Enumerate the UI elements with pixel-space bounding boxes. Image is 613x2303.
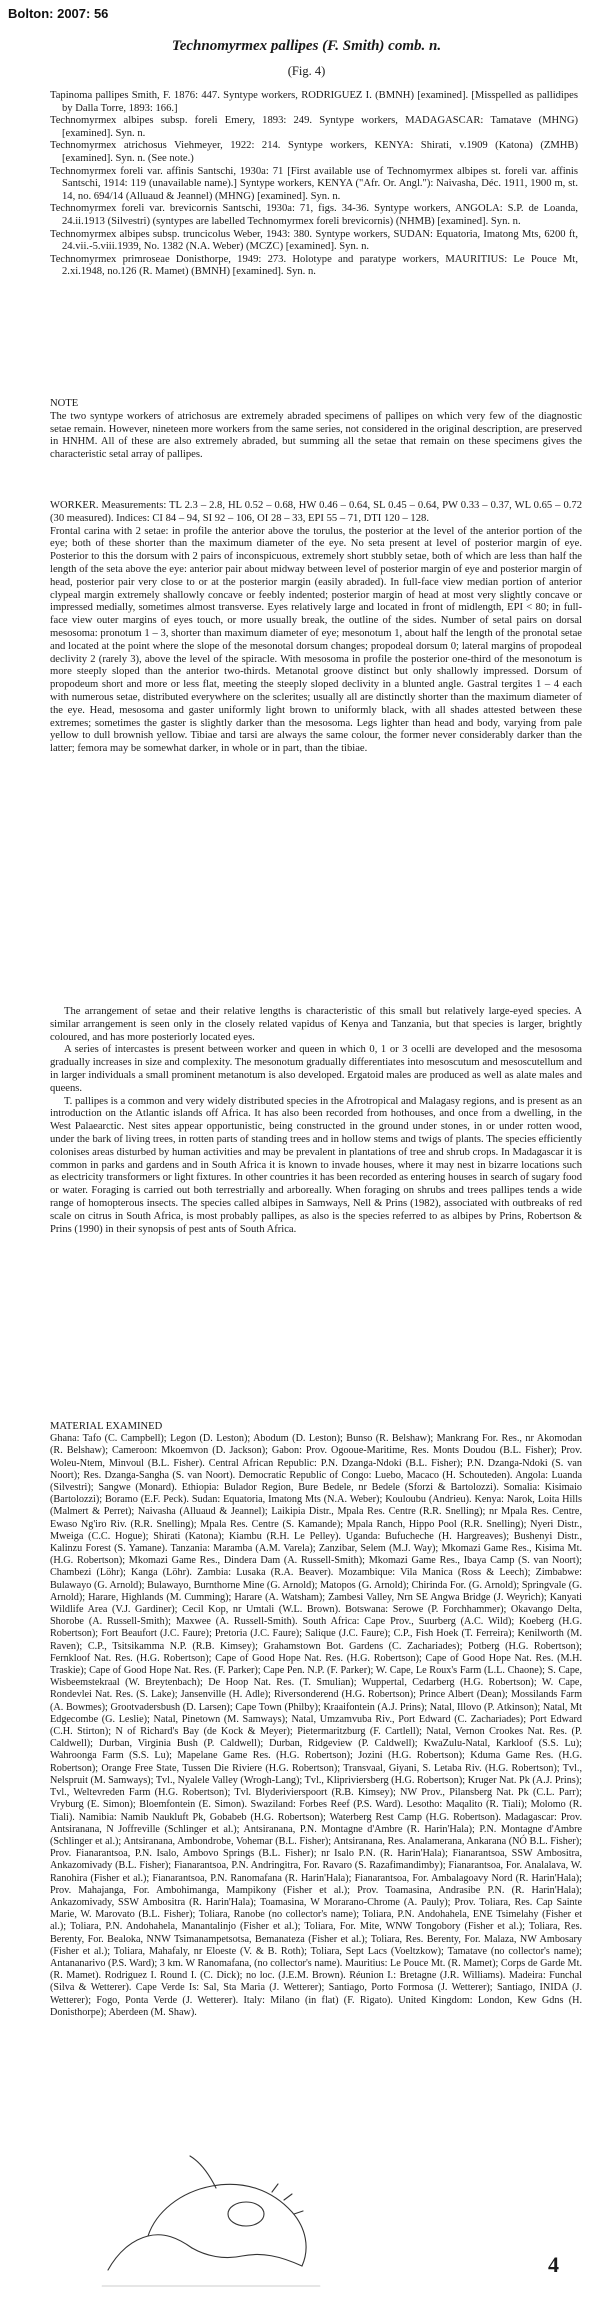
synonymy-entry: Technomyrmex albipes subsp. foreli Emery, 1893: 249. Syntype workers, MADAGASCAR: Tamatave (MHNG) [examined]. Syn. n. [50,115,578,139]
material-text: Ghana: Tafo (C. Campbell); Legon (D. Leston); Abodum (D. Leston); Bunso (R. Belshaw); Mankrang For. Res., nr Akomodan (R. Belshaw); Cameroon: Mkoemvon (D. Jackson); Gabon: Prov. Ogooue-Maritime, Res. Monts Doudou (B.L. Fisher); Prov. Woleu-Ntem, Minvoul (B.L. Fisher). Central African Republic: P.N. Dzanga-Ndoki (B.L. Fisher); P.N. Dzanga-Ndoki (S. van Noort); Res. Dzanga-Sangha (S. van Noort). Democratic Republic of Congo: Luebo, Macaco (H. Schouteden). Angola: Luanda (Silvestri); Sangwe (Monard). Ethiopia: Bulador Region, Bure Bedele, nr Bedele (Sforzi & Bartolozzi). Somalia: Kisimaio (Bartolozzi); Boramo (E.F. Peck). Sudan: Equatoria, Imatong Mts (N.A. Weber); Kouloubu (Andrieu). Kenya: Narok, Loita Hills (Malmert & Perret); Naivasha (Alluaud & Jeannel); Laikipia Distr., Mpala Res. Centre (R.R. Snelling); nr Mpala Res. Centre, Ewaso Ng'iro Riv. (R.R. Snelling); Mpala Res. Centre (S. Kamande); Mpala Ranch, Hippo Pool (R.R. Snelling); Nyeri Distr., Mweiga (C.C. Hogue); Shirati (Katona); Kiambu (R.H. Le Pelley). Uganda: Bufucheche (H. Hargreaves); Bushenyi Distr., Kalinzu Forest (S. Yamane). Tanzania: Maramba (A.M. Varela); Zanzibar, Selem (M.J. Way); Mkomazi Game Res., Kisima Mt. (H.G. Robertson); Mkomazi Game Res., Dindera Dam (A. Russell-Smith); Mkomazi Game Res., Ibaya Camp (S. van Noort); Chambezi (Löhr); Kanga (Löhr). Zambia: Lusaka (R.A. Beaver). Mozambique: Vila Manica (Ross & Leech); Zimbabwe: Bulawayo (G. Arnold); Bulawayo, Burnthorne Mine (G. Arnold); Matopos (G. Arnold); Chirinda For. (G. Arnold); Springvale (G. Arnold); Harare, Highlands (M. Cumming); Harare (A. Watsham); Zambesi Valley, Nrn SE Angwa Bridge (J. Weyrich); Kanyati Wildlife Area (V.J. Gardiner); Cecil Kop, nr Umtali (W.L. Brown). Botswana: Serowe (P. Forchhammer); Okavango Delta, Shorobe (A. Russell-Smith); Maxwee (A. Russell-Smith). South Africa: Cape Prov., Suurberg (A.C. Wild); Koeberg (H.G. Robertson); Fort Beaufort (J.C. Faure); Pretoria (J.C. Faure); Salique (J.C. Faure); C.P., Fish Hoek (T. Ferreira); Kenilworth (M. Raven); C.P., Tsitsikamma N.P. (R.B. Kimsey); Grahamstown Bot. Gardens (C. Zachariades); Potberg (H.G. Robertson); Fernkloof Nat. Res. (H.G. Robertson); Cape of Good Hope Nat. Res. (H.G. Robertson); Cape of Good Hope Nat. Res. (M.H. Traskie); Cape of Good Hope Nat. Res. (F. Parker); Cape Pen. N.P. (F. Parker); W. Cape, Le Roux's Farm (L.L. Chaone); S. Cape, Wisbeemstekraal (W. Breytenbach); De Hoop Nat. Res. (T. Smulian); Wuppertal, Cedarberg (H.G. Robertson); W. Cape, Rondevlei Nat. Res. (S. Lake); Jansenville (H. Adle); Riversonderend (H.G. Robertson); Prince Albert (Dean); Mossilands Farm (A. Bowmes); Grootvadersbush (D. Larsen); Cape Town (Philby); Kraaifontein (A.J. Prins); Natal, Illovo (P. Atkinson); Natal, Mt Edgecombe (G. Leslie); Natal, Pinetown (M. Samways); Natal, Umzamvuba Riv., Port Edward (C. Zachariades); Port Edward (C.H. Stirton); N of Richard's Bay (de Kock & Meyer); Pietermaritzburg (F. Cartlell); Natal, Vernon Crookes Nat. Res. (P. Caldwell); Durban, Virginia Bush (P. Caldwell); Durban, Ridgeview (P. Caldwell); KwaZulu-Natal, Karkloof (S.S. Lu); Wahroonga Farm (S.S. Lu); Mapelane Game Res. (H.G. Robertson); Jozini (H.G. Robertson); Kduma Game Res. (H.G. Robertson); Orange Free State, Tussen Die Riviere (H.G. Robertson); Transvaal, Giyani, S. Letaba Riv. (H.G. Robertson); Tvl., Nelspruit (M. Samways); Tvl., Nyalele Valley (Wrogh-Lang); Tvl., Klipriviersberg (H.G. Robertson); Kruger Nat. Pk (A.J. Prins); Tvl., Weltevreden Farm (H.G. Robertson); Tvl. Blyderivierspoort (R.B. Kimsey); NW Prov., Pilansberg Nat. Pk (C.L. Parr); Vryburg (E. Simon); Bloemfontein (E. Simon). Swaziland: Forbes Reef (P.S. Ward). Lesotho: Maqalito (R. Tiali); Molomo (R. Tiali). Namibia: Namib Naukluft Pk, Gobabeb (H.G. Robertson); Waterberg Rest Camp (H.G. Robertson). Madagascar: Prov. Antsiranana, N Joffreville (Schlinger et al.); Antsiranana, P.N. Montagne d'Ambre (R. Harin'Hala); P.N. Montagne d'Ambre (Schlinger et al.); Antsiranana, Ambondrobe, Vohemar (B.L. Fisher); Antsiranana, Res. Analamerana, Ankarana (NÓ B.L. Fisher); Prov. Fianarantsoa, P.N. Isalo, Ambovo Springs (B.L. Fisher); nr Isalo P.N. (R. Harin'Hala); Fianarantsoa, SSW Ambositra, Ankazomivady (B.L. Fisher); Fianarantsoa, P.N. Andringitra, For. Ravaro (S. Razafimandimby); Fianarantsoa, For. Analalava, W. Ranohira (Fisher et al.); Fianarantsoa, P.N. Ranomafana (R. Harin'Hala); Fianarantsoa, For. Ambalagoavy Nord (R. Harin'Hala); Prov. Mahajanga, For. Ambohimanga, Mampikony (Fisher et al.); Prov. Toamasina, Andrasibe P.N. (R. Harin'Hala); Ankazomivady, SSW Ambositra (R. Harin'Hala); Toamasina, W Morarano-Chrome (A. Pauly); Prov. Toliara, Res. Cap Sainte Marie, W. Marovato (B.L. Fisher); Toliara, Ranobe (no collector's name); Toliara, P.N. Andohahela, ENE Tsimelahy (Fisher et al.); Toliara, P.N. Andohahela, Manantalinjo (Fisher et al.); Toliara, For. Mite, WNW Tongobory (Fisher et al.); Toliara, Res. Berenty, For. Bealoka, NNW Tsimanampetsotsa, Bemanateza (Fisher et al.); Toliara, Res. Berenty, For. Malaza, NW Ambosary (Fisher et al.); Toliara, Mahafaly, nr Eloeste (V. & B. Roth); Toliara, Sept Lacs (Voeltzkow); Tamatave (no collector's name); Antananarivo (P.S. Ward); 3 km. W Ranomafana, (no collector's name). Mauritius: Le Pouce Mt. (R. Mamet); Corps de Garde Mt. (R. Mamet). Rodriguez I. Round I. (C. Dick); no loc. (J.E.M. Brown). Réunion I.: Bretagne (J.R. Williams). Madeira: Funchal (Silva & Wetterer). Cape Verde Is: Sal, Sta Maria (J. Wetterer); Santiago, Porto Formosa (J. Wetterer); Santiago, INIDA (J. Wetterer); Fogo, Ponta Verde (J. Wetterer). Italy: Milano (in flat) (F. Rigato). United Kingdom: London, Kew Gdns (H. Donisthorpe); Aberdeen (M. Shaw). [50,1433,582,2018]
head-outline [148,2184,306,2266]
clypeus-outline [192,2248,302,2266]
discussion-paragraph: A series of intercastes is present between worker and queen in which 0, 1 or 3 ocelli are developed and the mesosoma gradually increases in size and complexity. The mesonotum gradually differentiates into mesoscutum and mesoscutellum and in larger individuals a small prominent metanotum is also developed. Ergatoid males are produced as well as alate males and queens. [50,1044,582,1094]
note-section [50,398,582,462]
synonymy-list [50,90,578,279]
synonymy-entry: Technomyrmex primroseae Donisthorpe, 1949: 273. Holotype and paratype workers, MAURITIUS: Le Pouce Mt, 2.xi.1948, no.126 (R. Mamet) (BMNH) [examined]. Syn. n. [50,253,578,278]
eye-outline [228,2202,264,2226]
synonymy-entry: Technomyrmex atrichosus Viehmeyer, 1922: 214. Syntype workers, KENYA: Shirati, v.1909 (Katona) (ZMHB) [examined]. Syn. n. (See note.) [50,140,578,164]
worker-measurements: WORKER. Measurements: TL 2.3 – 2.8, HL 0.52 – 0.68, HW 0.46 – 0.64, SL 0.45 – 0.64, PW 0.33 – 0.37, WL 0.65 – 0.72 (30 measured). Indices: CI 84 – 94, SI 92 – 106, OI 28 – 33, EPI 55 – 71, DTI 120 – 128. [50,500,582,524]
discussion-paragraph: T. pallipes is a common and very widely distributed species in the Afrotropical and Malagasy regions, and is present as an introduction on the Atlantic islands off Africa. It has also been recorded from hothouses, and once from a dwelling, in the West Palaearctic. Nest sites appear opportunistic, being constructed in the ground under stones, in or under rotten wood, under the bark of living trees, in rotten parts of standing trees and in hollow stems and twigs of plants. The species efficiently colonises areas disturbed by human activities and may be prevalent in plantations of tree and shrub crops. In Madagascar it is common in parks and gardens and in South Africa it is known to invade houses, where it may nest in bizarre locations such as electricity transformers or light fixtures. In other countries it has been recorded as entering houses in search of sugary food or water. Foraging is carried out both terrestrially and arboreally. When foraging on shrubs and trees pallipes tends a wide range of homopterous insects. The species called albipes in Samways, Nell & Prins (1982), associated with outbreaks of red scale on citrus in South Africa, is most probably pallipes, as also is the species referred to as albipes by Prins, Robertson & Prins (1990) in their synopsis of pest ants of South Africa. [50,1095,582,1235]
page-number: 4 [548,2252,559,2277]
worker-description [50,500,582,756]
mandible-outline [108,2235,192,2270]
synonymy-entry: Technomyrmex foreli var. affinis Santschi, 1930a: 71 [First available use of Technomyrmex albipes st. foreli var. affinis Santschi, 1914: 119 (unavailable name).] Syntype workers, KENYA ("Afr. Or. Angl."): Naivasha, Déc. 1911, 1900 m, st. 14, no. 694/14 (Alluaud & Jeannel) (MHNG) [examined]. Syn. n. [50,165,578,202]
note-text: The two syntype workers of atrichosus are extremely abraded specimens of pallipes on which very few of the diagnostic setae remain. However, nineteen more workers from the same series, not considered in the original description, are preserved in HNHM. All of these are also extremely abraded, but summing all the setae that remain on these specimens gives the characteristic setal array of pallipes. [50,410,582,461]
material-heading: MATERIAL EXAMINED [50,1421,163,1432]
material-examined-section [50,1421,582,2019]
antenna-outline [190,2156,216,2188]
synonymy-entry: Technomyrmex foreli var. brevicornis Santschi, 1930a: 71, figs. 34-36. Syntype workers, ANGOLA: S.P. de Loanda, 24.ii.1913 (Silvestri) (syntypes are labelled Technomyrmex foreli brevicornis) (NHMB) [examined]. Syn. n. [50,203,578,227]
ant-head-sketch-figure [96,2152,326,2292]
running-head: Bolton: 2007: 56 [8,6,109,21]
note-heading: NOTE [50,398,79,409]
figure-reference: (Fig. 4) [287,64,326,78]
discussion-paragraph: The arrangement of setae and their relative lengths is characteristic of this small but relatively large-eyed species. A similar arrangement is seen only in the closely related vapidus of Kenya and Tanzania, but that species is larger, brightly coloured, and has more posteriorly located eyes. [50,1006,582,1043]
discussion-section [50,1006,582,1236]
synonymy-entry: Tapinoma pallipes Smith, F. 1876: 447. Syntype workers, RODRIGUEZ I. (BMNH) [examined]. [Misspelled as pallidipes by Dalla Torre, 1893: 166.] [50,90,578,114]
species-title: Technomyrmex pallipes (F. Smith) comb. n. [171,38,442,54]
synonymy-entry: Technomyrmex albipes subsp. truncicolus Weber, 1943: 380. Syntype workers, SUDAN: Equatoria, Imatong Mts, 6200 ft, 24.vii.-5.viii.1939, No. 1382 (N.A. Weber) (MCZC) [examined]. Syn. n. [50,228,578,253]
worker-diagnosis: Frontal carina with 2 setae: in profile the anterior above the torulus, the posterior at the level of the anterior portion of the eye; both of these shorter than the maximum diameter of the eye. No seta present at level of posterior margin of eye. Posterior to this the dorsum with 2 pairs of inconspicuous, extremely short stubbly setae, both of which are less than half the length of the seta above the eye: anterior pair about midway between level of posterior margin of eye and posterior margin of head, posterior pair very close to or at the posterior margin (easily abraded). In full-face view median portion of anterior clypeal margin extremely shallowly concave or feebly indented; posterior margin of head at most very slightly concave or impressed medially, sometimes almost transverse. Eyes relatively large and located in front of midlength, EPI < 80; in full-face view outer margins of eyes touch, or more usually break, the outline of the sides. Number of setal pairs on dorsal mesosoma: pronotum 1 – 3, shorter than maximum diameter of eye; mesonotum 1, about half the length of the pronotal setae and located at the point where the slope of the mesonotal dorsum changes; propodeal dorsum 0; lateral margins of propodeal declivity 2 (rarely 3), above the level of the spiracle. With mesosoma in profile the posterior one-third of the mesonotum is more steeply sloped than the anterior two-thirds. Metanotal groove distinct but only shallowly impressed. Dorsum of propodeum short and more or less flat, meeting the steeply sloped declivity in a blunted angle. Gastral tergites 1 – 4 each with numerous setae, distributed everywhere on the sclerites; usually all are distinctly shorter than the maximum diameter of the eye. Head, mesosoma and gaster uniformly light brown to uniformly black, with all shades attested between these extremes; sometimes the gaster is slightly darker than the mesosoma. Legs lighter than head and body, varying from pale yellow to dull brownish yellow. Tibiae and tarsi are always the same colour, the former never considerably darker than the latter; femora may be somewhat darker, in whole or in part, than the tibiae. [50,525,582,755]
